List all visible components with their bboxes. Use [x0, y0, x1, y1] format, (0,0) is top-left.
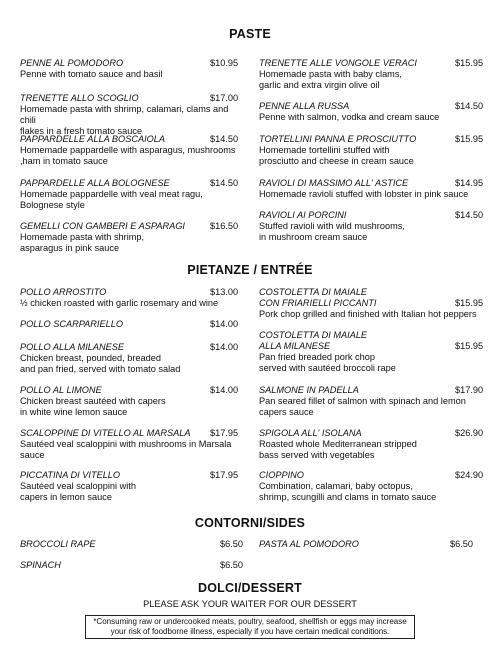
- disclaimer-line: *Consuming raw or undercooked meats, poultry, seafood, shellfish or eggs may increase: [93, 617, 407, 626]
- item-name: RAVIOLI DI MASSIMO ALL' ASTICE: [259, 178, 409, 188]
- item-price: $17.90: [455, 385, 484, 395]
- section-title-contorni: CONTORNI/SIDES: [194, 516, 306, 530]
- menu-item: [20, 287, 244, 309]
- menu-item: [20, 342, 244, 375]
- item-desc: Chicken breast, pounded, breaded: [20, 353, 161, 363]
- item-name: TRENETTE ALLO SCOGLIO: [20, 93, 139, 103]
- item-name-line1: COSTOLETTA DI MAIALE: [259, 330, 368, 340]
- menu-item: [20, 539, 244, 550]
- item-name: CON FRIARIELLI PICCANTI: [259, 298, 377, 308]
- item-desc: garlic and extra virgin olive oil: [259, 80, 380, 90]
- item-desc: Penne with salmon, vodka and cream sauce: [259, 112, 440, 122]
- section-title-pietanze: PIETANZE / ENTRÉE: [187, 263, 313, 277]
- item-desc: Penne with tomato sauce and basil: [20, 69, 163, 79]
- item-desc: Homemade pasta with shrimp, calamari, clams and chili: [20, 104, 229, 125]
- item-desc: Pan fried breaded pork chop: [259, 352, 375, 362]
- item-name: RAVIOLI AI PORCINI: [259, 210, 347, 220]
- item-price: $17.95: [210, 428, 239, 438]
- item-price: $14.50: [455, 101, 484, 111]
- item-desc: asparagus in pink sauce: [20, 243, 120, 253]
- item-desc: Pork chop grilled and finished with Italian hot peppers: [259, 309, 477, 319]
- item-name: SCALOPPINE DI VITELLO AL MARSALA: [20, 428, 191, 438]
- item-name: PASTA AL POMODORO: [259, 539, 359, 549]
- item-desc: Homemade ravioli stuffed with lobster in pink sauce: [259, 189, 469, 199]
- item-price: $15.95: [455, 298, 484, 308]
- menu-item: [20, 93, 244, 137]
- item-price: $10.95: [210, 58, 239, 68]
- section-title-paste: PASTE: [229, 27, 271, 41]
- section-title-dolci: DOLCI/DESSERT: [198, 581, 302, 595]
- item-desc: in white wine lemon sauce: [20, 407, 128, 417]
- item-desc: ½ chicken roasted with garlic rosemary and wine: [20, 298, 219, 308]
- menu-item: [20, 319, 244, 330]
- item-name: CIOPPINO: [259, 470, 304, 480]
- item-desc: Chicken breast sautéed with capers: [20, 396, 166, 406]
- menu-item: [259, 178, 485, 200]
- item-desc: Homemade pappardelle with asparagus, mushrooms: [20, 145, 236, 155]
- item-desc: capers sauce: [259, 407, 314, 417]
- dessert-notice: PLEASE ASK YOUR WAITER FOR OUR DESSERT: [143, 599, 357, 609]
- item-name: POLLO ARROSTITO: [20, 287, 107, 297]
- item-price: $13.00: [210, 287, 239, 297]
- item-desc: Sautéed veal scaloppini with: [20, 481, 136, 491]
- item-price: $14.50: [210, 178, 239, 188]
- item-price: $16.50: [210, 221, 239, 231]
- item-desc: capers in lemon sauce: [20, 492, 112, 502]
- menu-item: [20, 560, 244, 571]
- item-desc: Homemade pappardelle with veal meat ragu,: [20, 189, 203, 199]
- health-disclaimer: [85, 615, 415, 639]
- item-price: $14.50: [455, 210, 484, 220]
- item-desc: Stuffed ravioli with wild mushrooms,: [259, 221, 405, 231]
- menu-item: [20, 58, 244, 80]
- menu-item: [259, 134, 485, 167]
- item-desc: prosciutto and cheese in cream sauce: [259, 156, 414, 166]
- item-price: $14.00: [210, 385, 239, 395]
- item-price: $26.90: [455, 428, 484, 438]
- item-name: SPINACH: [20, 560, 61, 570]
- item-name: POLLO ALLA MILANESE: [20, 342, 124, 352]
- item-name-line1: COSTOLETTA DI MAIALE: [259, 287, 368, 297]
- item-desc: Combination, calamari, baby octopus,: [259, 481, 413, 491]
- item-desc: Homemade pasta with shrimp,: [20, 232, 145, 242]
- item-desc: ,ham in tomato sauce: [20, 156, 108, 166]
- item-desc: Roasted whole Mediterranean stripped: [259, 439, 417, 449]
- item-desc: bass served with vegetables: [259, 450, 375, 460]
- item-price: $15.95: [455, 134, 484, 144]
- menu-item: [20, 134, 244, 167]
- item-name: ALLA MILANESE: [259, 341, 331, 351]
- item-price: $6.50: [450, 539, 473, 549]
- item-price: $14.00: [210, 319, 239, 329]
- item-desc: and pan fried, served with tomato salad: [20, 364, 181, 374]
- item-name: TORTELLINI PANNA E PROSCIUTTO: [259, 134, 417, 144]
- menu-item: [259, 287, 485, 320]
- menu-item: [259, 470, 485, 503]
- menu-item: [20, 470, 244, 503]
- menu-item: [20, 221, 244, 254]
- item-name: BROCCOLI RAPE: [20, 539, 96, 549]
- item-price: $24.90: [455, 470, 484, 480]
- item-name: PENNE AL POMODORO: [20, 58, 124, 68]
- item-price: $15.95: [455, 341, 484, 351]
- menu-item: [259, 428, 485, 461]
- item-name: PAPPARDELLE ALLA BOLOGNESE: [20, 178, 170, 188]
- item-price: $6.50: [220, 539, 243, 549]
- item-price: $17.95: [210, 470, 239, 480]
- item-desc: Bolognese style: [20, 200, 85, 210]
- item-name: POLLO AL LIMONE: [20, 385, 102, 395]
- item-name: PENNE ALLA RUSSA: [259, 101, 350, 111]
- item-price: $6.50: [220, 560, 243, 570]
- item-name: GEMELLI CON GAMBERI E ASPARAGI: [20, 221, 185, 231]
- item-name: PICCATINA DI VITELLO: [20, 470, 121, 480]
- item-name: TRENETTE ALLE VONGOLE VERACI: [259, 58, 417, 68]
- item-price: $14.00: [210, 342, 239, 352]
- item-desc: Homemade tortellini stuffed with: [259, 145, 390, 155]
- item-name: POLLO SCARPARIELLO: [20, 319, 123, 329]
- menu-item: [259, 385, 485, 418]
- menu-item: [259, 539, 485, 550]
- item-desc: Homemade pasta with baby clams,: [259, 69, 402, 79]
- item-desc: sauce: [20, 450, 45, 460]
- menu-item: [20, 428, 244, 461]
- menu-item: [20, 385, 244, 418]
- item-name: SALMONE IN PADELLA: [259, 385, 359, 395]
- item-price: $15.95: [455, 58, 484, 68]
- menu-item: [259, 210, 485, 243]
- item-price: $14.95: [455, 178, 484, 188]
- disclaimer-line: your risk of foodborne illness, especially if you have certain medical conditions.: [110, 627, 390, 636]
- item-name: SPIGOLA ALL' ISOLANA: [259, 428, 362, 438]
- item-desc: flakes in a fresh tomato sauce: [20, 126, 143, 136]
- item-price: $17.00: [210, 93, 239, 103]
- item-desc: served with sautéed broccoli rape: [259, 363, 396, 373]
- item-name: PAPPARDELLE ALLA BOSCAIOLA: [20, 134, 166, 144]
- item-desc: shrimp, scungilli and clams in tomato sauce: [259, 492, 437, 502]
- item-desc: in mushroom cream sauce: [259, 232, 368, 242]
- item-desc: Pan seared fillet of salmon with spinach and lemon: [259, 396, 466, 406]
- menu-item: [20, 178, 244, 211]
- menu-item: [259, 330, 485, 374]
- item-price: $14.50: [210, 134, 239, 144]
- menu-item: [259, 58, 485, 91]
- menu-item: [259, 101, 485, 123]
- item-desc: Sautéed veal scaloppini with mushrooms in Marsala: [20, 439, 232, 449]
